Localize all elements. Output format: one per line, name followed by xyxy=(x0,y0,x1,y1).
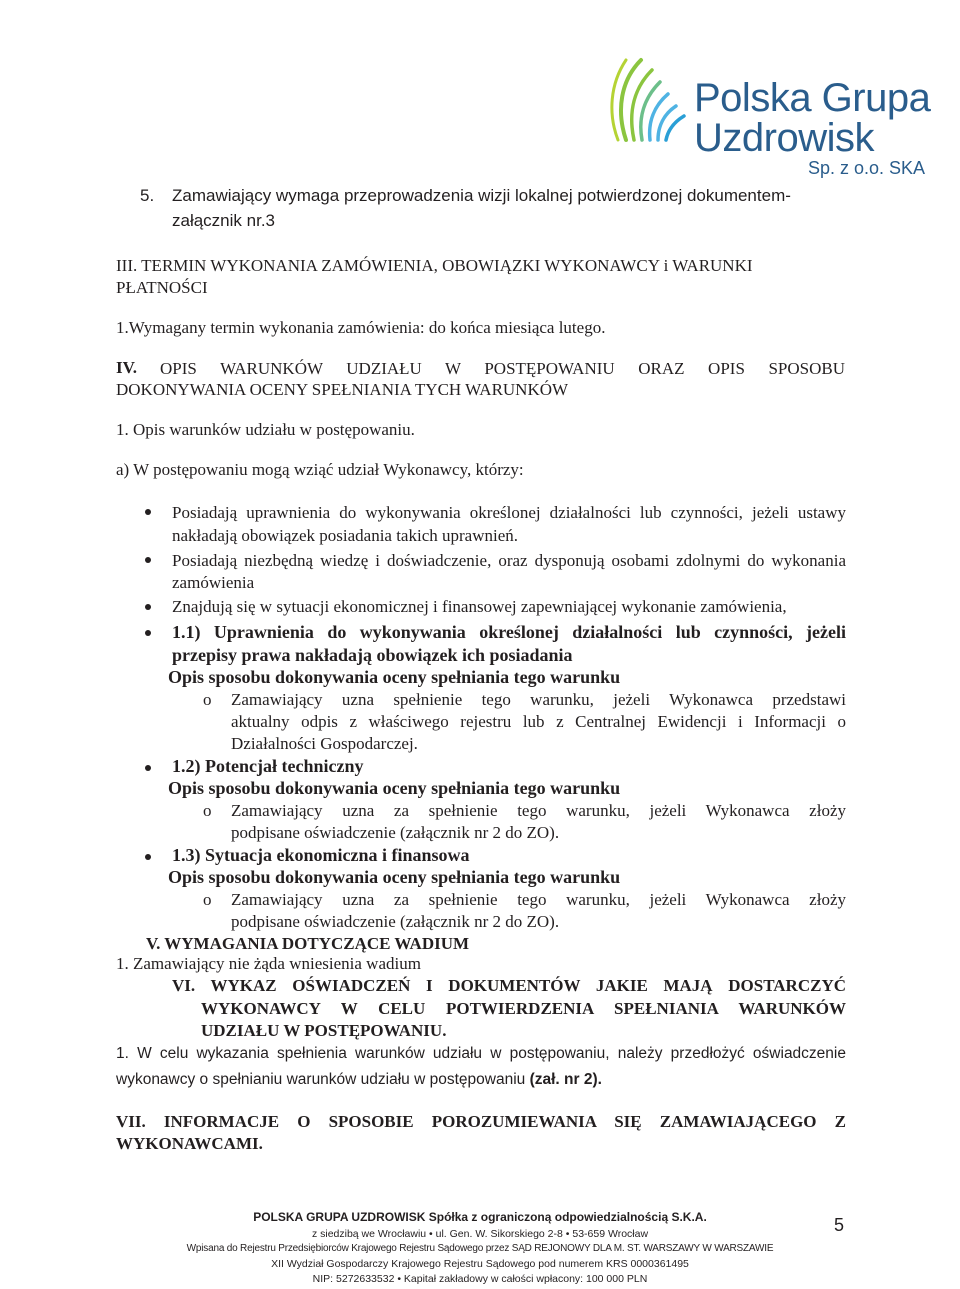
c1-line-2: przepisy prawa nakładają obowiązek ich posiadania xyxy=(172,645,573,665)
section3-heading-line-2: PŁATNOŚCI xyxy=(116,278,208,297)
item5-line-2: załącznik nr.3 xyxy=(172,211,275,230)
logo-line-2: Uzdrowisk xyxy=(694,116,874,160)
section4-heading-line-1: OPIS WARUNKÓW UDZIAŁU W POSTĘPOWANIU ORAZ OPIS SPOSOBU xyxy=(160,359,845,378)
item5-number: 5. xyxy=(140,186,155,205)
logo-sun-icon xyxy=(596,40,696,150)
c2-o-line-2: podpisane oświadczenie (załącznik nr 2 do ZO). xyxy=(231,823,560,842)
c3-eval-heading: Opis sposobu dokonywania oceny spełniania tego warunku xyxy=(168,867,621,887)
bullet-dot xyxy=(145,604,151,610)
section6-item-1-line-2 xyxy=(116,1070,602,1090)
section4-sub-1: 1. Opis warunków udziału w postępowaniu. xyxy=(116,420,415,439)
c2-eval-heading: Opis sposobu dokonywania oceny spełniania tego warunku xyxy=(168,778,621,798)
c1-eval-heading: Opis sposobu dokonywania oceny spełniania tego warunku xyxy=(168,667,621,687)
section6-heading-line-3: UDZIAŁU W POSTĘPOWANIU. xyxy=(201,1021,447,1040)
bullet-3-line-1: Znajdują się w sytuacji ekonomicznej i finansowej zapewniającej wykonanie zamówienia, xyxy=(172,597,787,616)
c3-o-line-1: Zamawiający uzna za spełnienie tego warunku, jeżeli Wykonawca złoży xyxy=(231,890,846,909)
section6-item-1-line-1: 1. W celu wykazania spełnienia warunków udziału w postępowaniu, należy przedłożyć oświadczenie xyxy=(116,1045,846,1062)
logo-line-1: Polska Grupa xyxy=(694,76,931,120)
bullet-dot xyxy=(145,765,151,771)
c3-o-line-2: podpisane oświadczenie (załącznik nr 2 do ZO). xyxy=(231,912,560,931)
section3-heading-line-1: III. TERMIN WYKONANIA ZAMÓWIENIA, OBOWIĄZKI WYKONAWCY i WARUNKI xyxy=(116,256,753,275)
section3-item-1: 1.Wymagany termin wykonania zamówienia: do końca miesiąca lutego. xyxy=(116,318,606,337)
c1-o-line-3: Działalności Gospodarczej. xyxy=(231,734,418,753)
bullet-1-line-1: Posiadają uprawnienia do wykonywania określonej działalności lub czynności, jeżeli ustawy xyxy=(172,503,846,522)
bullet-dot xyxy=(145,854,151,860)
section6-heading-line-2: WYKONAWCY W CELU POTWIERDZENIA SPEŁNIANIA WARUNKÓW xyxy=(201,999,846,1018)
section4-number: IV. xyxy=(116,358,137,377)
section5-heading: V. WYMAGANIA DOTYCZĄCE WADIUM xyxy=(146,934,470,953)
attachment-reference: (zał. nr 2). xyxy=(529,1071,602,1088)
section4-sub-a: a) W postępowaniu mogą wziąć udział Wykonawcy, którzy: xyxy=(116,460,524,479)
item5-line-1: Zamawiający wymaga przeprowadzenia wizji lokalnej potwierdzonej dokumentem- xyxy=(172,186,791,205)
section7-heading-line-1: VII. INFORMACJE O SPOSOBIE POROZUMIEWANIA SIĘ ZAMAWIAJĄCEGO Z xyxy=(116,1112,846,1131)
section7-heading-line-2: WYKONAWCAMI. xyxy=(116,1134,263,1153)
footer-nip: NIP: 5272633532 • Kapitał zakładowy w całości wpłacony: 100 000 PLN xyxy=(312,1273,648,1285)
c2-o-bullet: o xyxy=(203,801,212,820)
c3-line-1: 1.3) Sytuacja ekonomiczna i finansowa xyxy=(172,845,470,865)
page-number: 5 xyxy=(834,1215,845,1235)
c1-o-line-1: Zamawiający uzna spełnienie tego warunku, jeżeli Wykonawca przedstawi xyxy=(231,690,846,709)
section5-item-1: 1. Zamawiający nie żąda wniesienia wadium xyxy=(116,954,421,973)
bullet-dot xyxy=(145,509,151,515)
c3-o-bullet: o xyxy=(203,890,212,909)
footer-company: POLSKA GRUPA UZDROWISK Spółka z ograniczoną odpowiedzialnością S.K.A. xyxy=(253,1210,707,1224)
bullet-2-line-2: zamówienia xyxy=(172,573,255,592)
footer-address: z siedzibą we Wrocławiu • ul. Gen. W. Sikorskiego 2-8 • 53-659 Wrocław xyxy=(311,1228,649,1240)
bullet-dot xyxy=(145,557,151,563)
bullet-dot xyxy=(145,630,151,636)
c1-line-1: 1.1) Uprawnienia do wykonywania określonej działalności lub czynności, jeżeli xyxy=(172,622,846,642)
footer-registry-2: XII Wydział Gospodarczy Krajowego Rejestru Sądowego pod numerem KRS 0000361495 xyxy=(271,1258,689,1270)
section6-item-1-line-2-text: wykonawcy o spełnianiu warunków udziału w postępowaniu xyxy=(116,1071,530,1088)
bullet-2-line-1: Posiadają niezbędną wiedzę i doświadczenie, oraz dysponują osobami zdolnymi do wykonania xyxy=(172,551,846,570)
bullet-1-line-2: nakładają obowiązek posiadania takich uprawnień. xyxy=(172,526,519,545)
footer-registry-1: Wpisana do Rejestru Przedsiębiorców Krajowego Rejestru Sądowego przez SĄD REJONOWY DLA M. ST. WARSZAWY W WARSZAWIE xyxy=(186,1243,774,1254)
section6-heading-line-1: VI. WYKAZ OŚWIADCZEŃ I DOKUMENTÓW JAKIE MAJĄ DOSTARCZYĆ xyxy=(172,976,846,995)
c2-o-line-1: Zamawiający uzna za spełnienie tego warunku, jeżeli Wykonawca złoży xyxy=(231,801,846,820)
c1-o-bullet: o xyxy=(203,690,212,709)
c2-line-1: 1.2) Potencjał techniczny xyxy=(172,756,364,776)
company-logo xyxy=(596,40,931,180)
c1-o-line-2: aktualny odpis z właściwego rejestru lub z Centralnej Ewidencji i Informacji o xyxy=(231,712,846,731)
section4-heading-line-2: DOKONYWANIA OCENY SPEŁNIANIA TYCH WARUNKÓW xyxy=(116,380,569,399)
logo-line-3: Sp. z o.o. SKA xyxy=(808,158,926,178)
